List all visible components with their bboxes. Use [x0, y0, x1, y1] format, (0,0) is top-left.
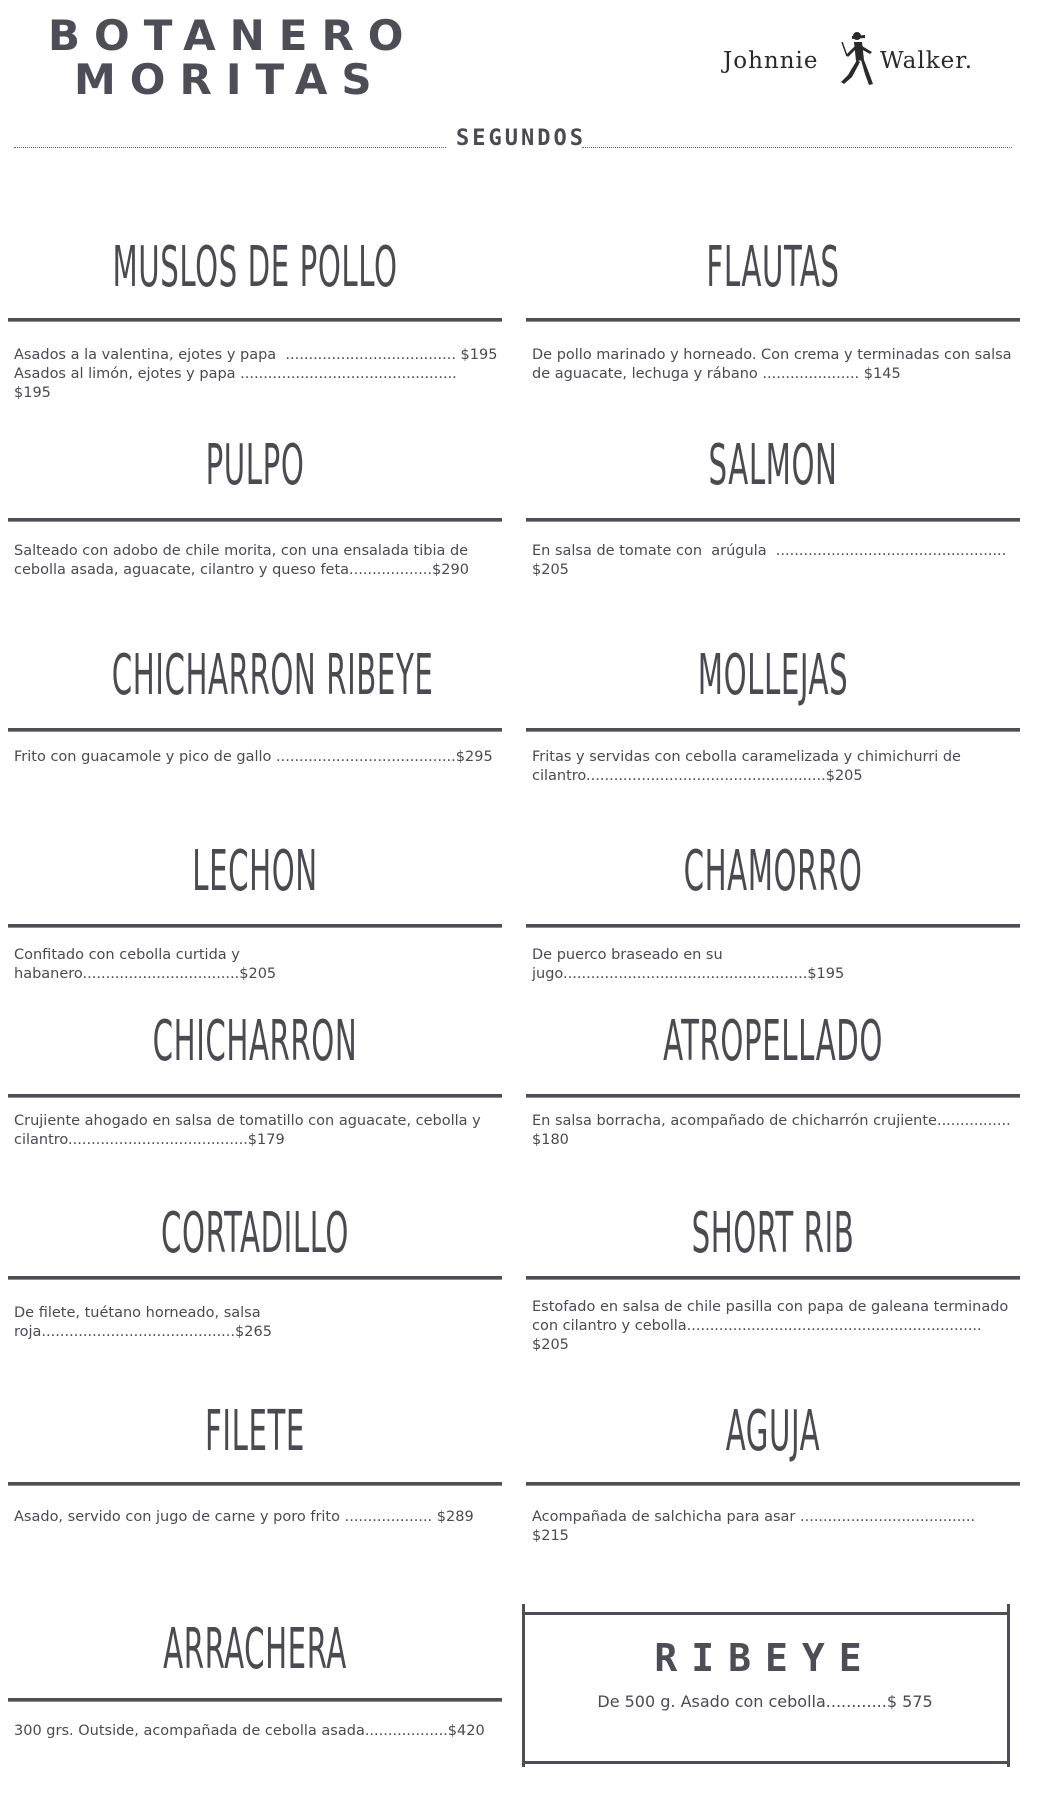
item-divider [8, 924, 502, 928]
item-title: CHICHARRON RIBEYE [111, 643, 434, 708]
brand-line-2: MORITAS [74, 55, 386, 104]
item-description: Fritas y servidas con cebolla caramelizada y chimichurri de cilantro....................................................$205 [532, 749, 966, 784]
item-title: FILETE [205, 1399, 305, 1464]
item-description: Salteado con adobo de chile morita, con una ensalada tibia de cebolla asada, aguacate, cilantro y queso feta..................$290 [14, 543, 473, 578]
featured-description: De 500 g. Asado con cebolla............$ 575 [597, 1692, 933, 1711]
item-divider [8, 318, 502, 322]
item-title: MOLLEJAS [697, 643, 849, 708]
featured-frame [522, 1612, 1010, 1764]
item-description: En salsa de tomate con arúgula .................................................. $205 [532, 543, 1011, 578]
item-description: 300 grs. Outside, acompañada de cebolla asada..................$420 [14, 1723, 485, 1739]
item-description: Crujiente ahogado en salsa de tomatillo con aguacate, cebolla y cilantro.......................................$179 [14, 1113, 486, 1148]
item-title: PULPO [205, 433, 305, 498]
item-description: Asado, servido con jugo de carne y poro frito ................... $289 [14, 1509, 474, 1525]
brand-line-1: BOTANERO [48, 11, 418, 60]
item-title: SHORT RIB [691, 1201, 855, 1266]
restaurant-logo [48, 11, 418, 104]
item-description: Confitado con cebolla curtida y habanero..................................$205 [14, 947, 277, 982]
item-description: De puerco braseado en su jugo.....................................................$195 [532, 947, 845, 982]
featured-item-ribeye [518, 1604, 1012, 1767]
item-title: MUSLOS DE POLLO [112, 235, 398, 300]
item-description: Frito con guacamole y pico de gallo .......................................$295 [14, 749, 493, 765]
item-title: CHAMORRO [683, 839, 863, 904]
item-description: De filete, tuétano horneado, salsa roja..........................................$265 [14, 1305, 272, 1340]
item-divider [526, 1482, 1020, 1486]
section-label: SEGUNDOS [456, 126, 586, 151]
frame-post-right [1007, 1604, 1010, 1767]
item-title: LECHON [192, 839, 318, 904]
item-divider [526, 518, 1020, 522]
frame-post-left [522, 1604, 525, 1767]
item-divider [8, 1094, 502, 1098]
dotted-divider-left [14, 147, 446, 148]
item-description: De pollo marinado y horneado. Con crema y terminadas con salsa de aguacate, lechuga y rábano ..................... $145 [532, 347, 1017, 382]
item-divider [8, 1698, 502, 1702]
item-divider [526, 924, 1020, 928]
item-description: En salsa borracha, acompañado de chicharrón crujiente................ $180 [532, 1113, 1016, 1148]
sponsor-logo [723, 48, 985, 88]
item-description: Acompañada de salchicha para asar ...................................... $215 [532, 1509, 980, 1544]
item-divider [526, 728, 1020, 732]
item-description: Asados a la valentina, ejotes y papa ..................................... $195 Asados al limón, ejotes y papa ............................................... $195 [14, 347, 498, 401]
section-header [14, 122, 1012, 152]
item-divider [526, 1276, 1020, 1280]
item-divider [526, 318, 1020, 322]
item-title: SALMON [708, 433, 838, 498]
item-divider [8, 1482, 502, 1486]
striding-man-icon [835, 30, 875, 88]
item-title: FLAUTAS [706, 235, 840, 300]
item-divider [8, 1276, 502, 1280]
featured-title: RIBEYE [654, 1636, 876, 1680]
item-title: ATROPELLADO [663, 1009, 883, 1074]
item-divider [8, 728, 502, 732]
item-divider [8, 518, 502, 522]
sponsor-word-2: Walker. [880, 48, 974, 74]
dotted-divider-right [582, 147, 1012, 148]
item-title: CORTADILLO [161, 1201, 349, 1266]
item-title: ARRACHERA [163, 1617, 347, 1682]
item-divider [526, 1094, 1020, 1098]
item-description: Estofado en salsa de chile pasilla con papa de galeana terminado con cilantro y cebolla................................................................ $205 [532, 1299, 1013, 1353]
item-title: CHICHARRON [152, 1009, 358, 1074]
sponsor-word-1: Johnnie [723, 48, 819, 74]
item-title: AGUJA [725, 1399, 821, 1464]
